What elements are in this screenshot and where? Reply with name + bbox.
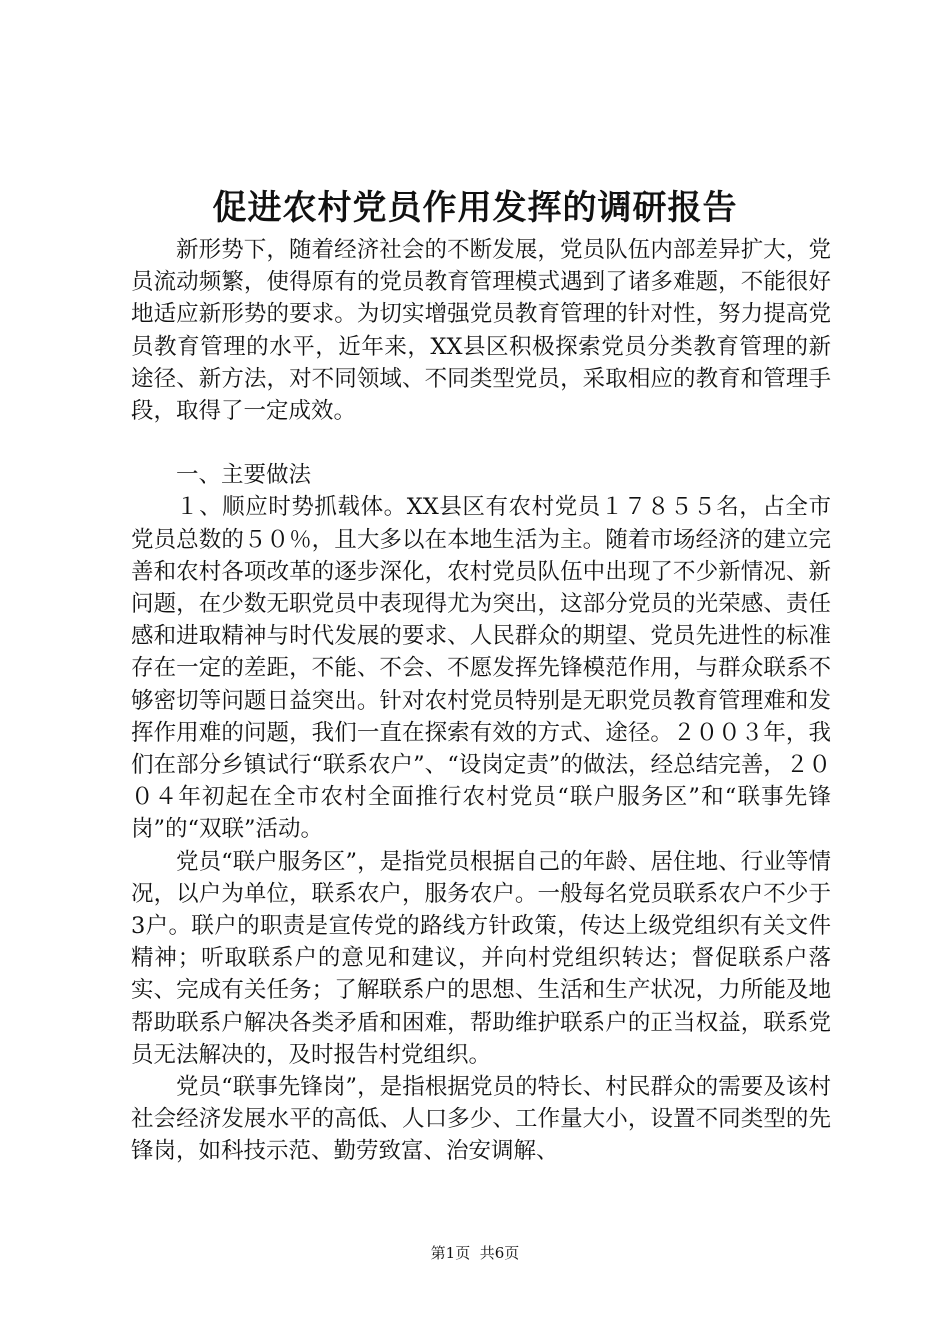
body-paragraph: 党员“联户服务区”，是指党员根据自己的年龄、居住地、行业等情况，以户为单位，联系农户，服务农户。一般每名党员联系农户不少于3户。联户的职责是宣传党的路线方针政策，传达上级党组织有关文件精神；听取联系户的意见和建议，并向村党组织转达；督促联系户落实、完成有关任务；了解联系户的思想、生活和生产状况，力所能及地帮助联系户解决各类矛盾和困难，帮助维护联系户的正当权益，联系党员无法解决的，及时报告村党组织。 bbox=[131, 848, 831, 1068]
body-paragraph: 党员“联事先锋岗”，是指根据党员的特长、村民群众的需要及该村社会经济发展水平的高低、人口多少、工作量大小，设置不同类型的先锋岗，如科技示范、勤劳致富、治安调解、 bbox=[131, 1074, 831, 1165]
document-body bbox=[131, 234, 831, 1168]
section-heading: 一、主要做法 bbox=[176, 462, 312, 489]
page-total: 共6页 bbox=[479, 1244, 520, 1262]
page-footer bbox=[0, 1243, 950, 1263]
page-number: 第1页 bbox=[430, 1244, 471, 1262]
body-paragraph: １、顺应时势抓载体。XX县区有农村党员１７８５５名，占全市党员总数的５０％，且大多以在本地生活为主。随着市场经济的建立完善和农村各项改革的逐步深化，农村党员队伍中出现了不少新情况、新问题，在少数无职党员中表现得尤为突出，这部分党员的光荣感、责任感和进取精神与时代发展的要求、人民群众的期望、党员先进性的标准存在一定的差距，不能、不会、不愿发挥先锋模范作用，与群众联系不够密切等问题日益突出。针对农村党员特别是无职党员教育管理难和发挥作用难的问题，我们一直在探索有效的方式、途径。２００３年，我们在部分乡镇试行“联系农户”、“设岗定责”的做法，经总结完善，２００４年初起在全市农村全面推行农村党员“联户服务区”和“联事先锋岗”的“双联”活动。 bbox=[131, 494, 831, 843]
document-title: 促进农村党员作用发挥的调研报告 bbox=[212, 188, 738, 228]
intro-paragraph: 新形势下，随着经济社会的不断发展，党员队伍内部差异扩大，党员流动频繁，使得原有的党员教育管理模式遇到了诸多难题，不能很好地适应新形势的要求。为切实增强党员教育管理的针对性，努力提高党员教育管理的水平，近年来，XX县区积极探索党员分类教育管理的新途径、新方法，对不同领域、不同类型党员，采取相应的教育和管理手段，取得了一定成效。 bbox=[131, 237, 831, 425]
